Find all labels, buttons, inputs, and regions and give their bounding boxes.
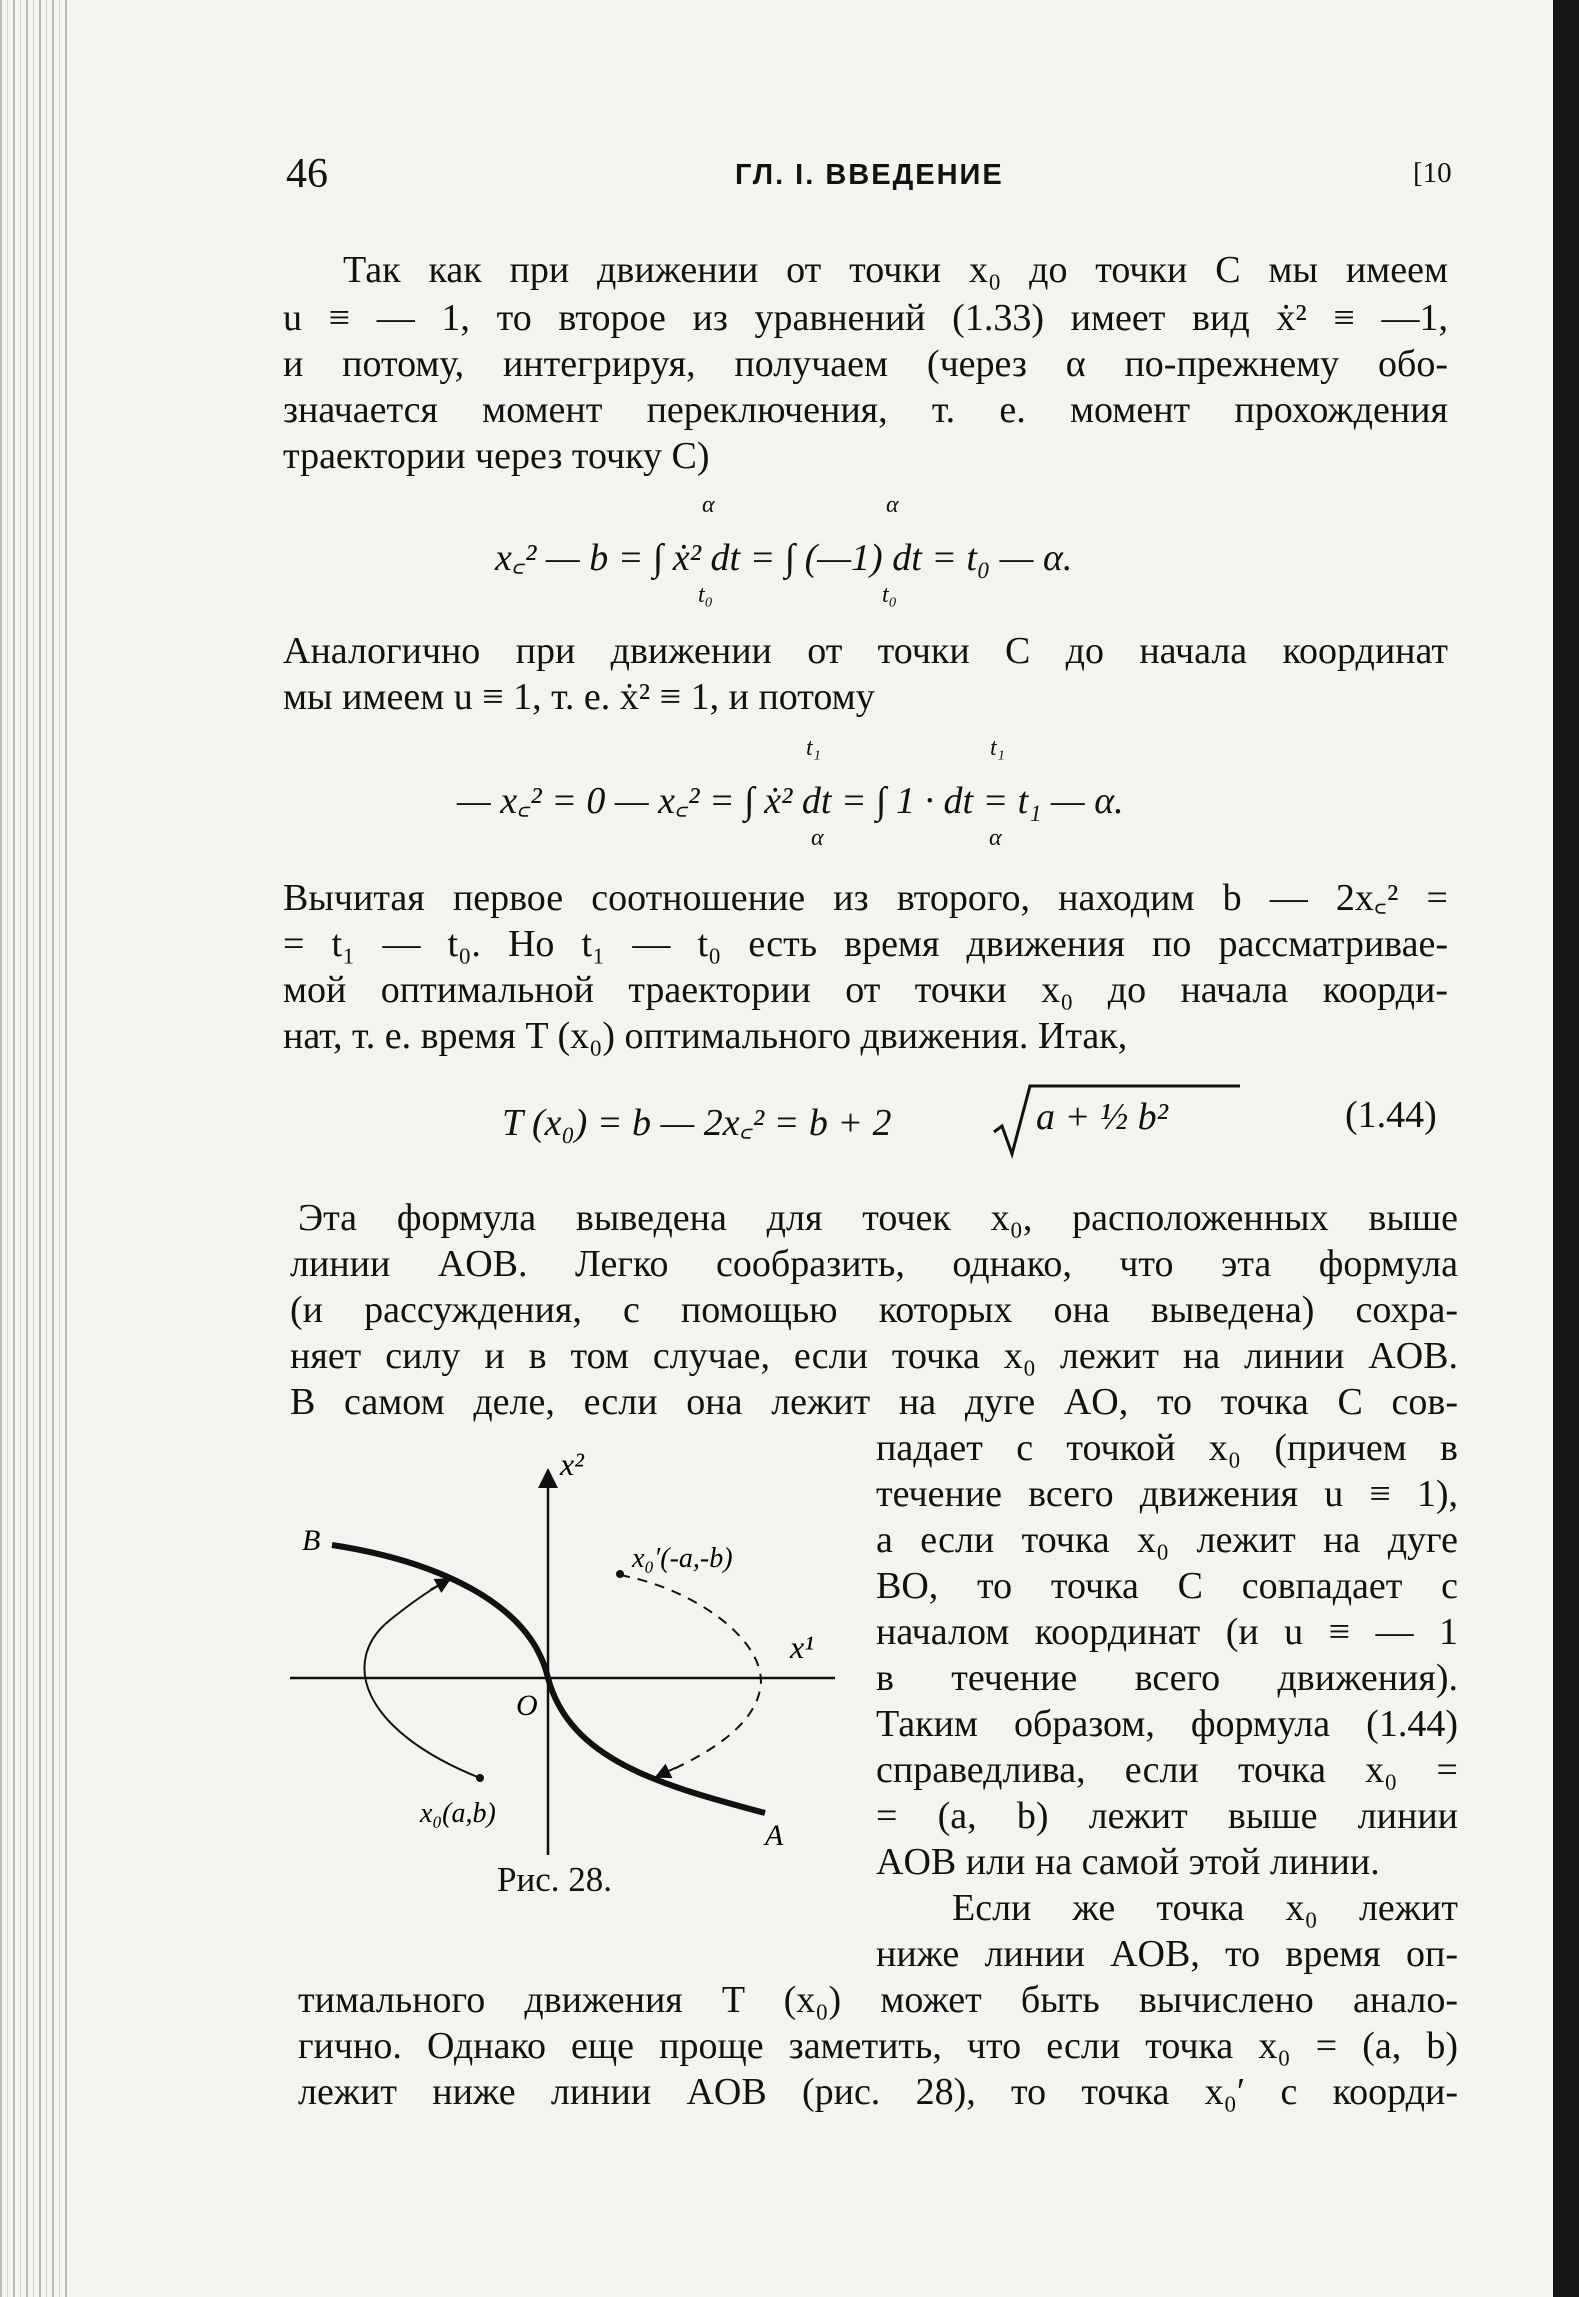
formula-left: T (x₀) = b — 2x꜀² = b + 2	[502, 1102, 892, 1144]
text-line: тимального движения T (x₀) может быть вычислено анало-	[298, 1979, 1458, 2021]
text-line: нат, т. е. время T (x₀) оптимального движения. Итак,	[283, 1015, 1128, 1057]
section-number: [10	[1413, 157, 1452, 189]
integral-upper-limit: t₁	[806, 735, 822, 761]
text-line: = t₁ — t₀. Но t₁ — t₀ есть время движения по рассматривае-	[283, 923, 1448, 965]
point-x0-prime	[616, 1570, 624, 1578]
label-y-axis: x²	[560, 1446, 584, 1482]
label-b: B	[302, 1524, 321, 1557]
text-line: Аналогично при движении от точки C до начала координат	[283, 630, 1448, 672]
trajectory-arrow	[430, 1579, 450, 1590]
trajectory-prime-arrow	[656, 1768, 675, 1777]
page-number: 46	[286, 151, 328, 197]
text-line: BO, то точка C совпадает с	[876, 1565, 1458, 1607]
text-line: Так как при движении от точки x₀ до точки C мы имеем	[343, 249, 1448, 291]
integral-upper-limit: α	[702, 492, 715, 518]
label-x0-prime: x₀′(-a,-b)	[632, 1543, 733, 1574]
text-line: гично. Однако еще проще заметить, что если точка x₀ = (a, b)	[298, 2025, 1458, 2067]
text-line: а если точка x₀ лежит на дуге	[876, 1519, 1458, 1561]
text-line: = (a, b) лежит выше линии	[876, 1795, 1458, 1837]
text-line: В самом деле, если она лежит на дуге AO, то точка C сов-	[290, 1381, 1458, 1423]
text-line: няет силу и в том случае, если точка x₀ лежит на линии AOB.	[290, 1335, 1458, 1377]
label-x0: x₀(a,b)	[420, 1798, 496, 1829]
text-line: падает с точкой x₀ (причем в	[876, 1427, 1458, 1469]
label-origin: O	[516, 1689, 538, 1722]
text-line: и потому, интегрируя, получаем (через α по-прежнему обо-	[283, 343, 1448, 385]
text-line: Если же точка x₀ лежит	[952, 1887, 1458, 1929]
label-a: A	[765, 1819, 784, 1852]
text-line: u ≡ — 1, то второе из уравнений (1.33) имеет вид ẋ² ≡ —1,	[283, 297, 1448, 339]
formula-text: x꜀² — b = ∫ ẋ² dt = ∫ (—1) dt = t₀ — α.	[495, 537, 1073, 579]
formula-text: — x꜀² = 0 — x꜀² = ∫ ẋ² dt = ∫ 1 · dt = t₁ — α.	[457, 780, 1124, 822]
integral-lower-limit: α	[811, 825, 824, 851]
integral-lower-limit: t₀	[882, 582, 898, 608]
text-line: справедлива, если точка x₀ =	[876, 1749, 1458, 1791]
equation-number: (1.44)	[1345, 1094, 1437, 1136]
text-line: мы имеем u ≡ 1, т. е. ẋ² ≡ 1, и потому	[283, 676, 875, 718]
text-line: ниже линии AOB, то время оп-	[876, 1933, 1458, 1975]
integral-upper-limit: α	[886, 492, 899, 518]
label-x-axis: x¹	[790, 1629, 814, 1665]
point-x0	[476, 1774, 484, 1782]
text-line: значается момент переключения, т. е. момент прохождения	[283, 389, 1448, 431]
text-line: Вычитая первое соотношение из второго, находим b — 2x꜀² =	[283, 877, 1448, 919]
integral-lower-limit: t₀	[698, 582, 714, 608]
figure-caption: Рис. 28.	[497, 1860, 612, 1899]
text-line: в течение всего движения).	[876, 1657, 1458, 1699]
text-line: линии AOB. Легко сообразить, однако, что эта формула	[290, 1243, 1458, 1285]
text-line: лежит ниже линии AOB (рис. 28), то точка x₀′ с коорди-	[298, 2071, 1458, 2113]
formula-sqrt-content: a + ½ b²	[1036, 1096, 1169, 1138]
trajectory-x0-prime	[620, 1575, 761, 1776]
text-line: течение всего движения u ≡ 1),	[876, 1473, 1458, 1515]
text-line: (и рассуждения, с помощью которых она выведена) сохра-	[290, 1289, 1458, 1331]
text-line: началом координат (и u ≡ — 1	[876, 1611, 1458, 1653]
figure-28	[280, 1440, 850, 1860]
text-line: мой оптимальной траектории от точки x₀ до начала коорди-	[283, 969, 1448, 1011]
integral-lower-limit: α	[989, 825, 1002, 851]
scan-right-edge	[1553, 0, 1579, 2297]
text-line: Эта формула выведена для точек x₀, расположенных выше	[298, 1197, 1458, 1239]
text-line: Таким образом, формула (1.44)	[876, 1703, 1458, 1745]
scan-left-edge	[0, 0, 70, 2297]
chapter-title: ГЛ. I. ВВЕДЕНИЕ	[735, 159, 1004, 191]
text-line: траектории через точку C)	[283, 435, 710, 477]
text-line: AOB или на самой этой линии.	[876, 1841, 1380, 1883]
integral-upper-limit: t₁	[990, 735, 1006, 761]
